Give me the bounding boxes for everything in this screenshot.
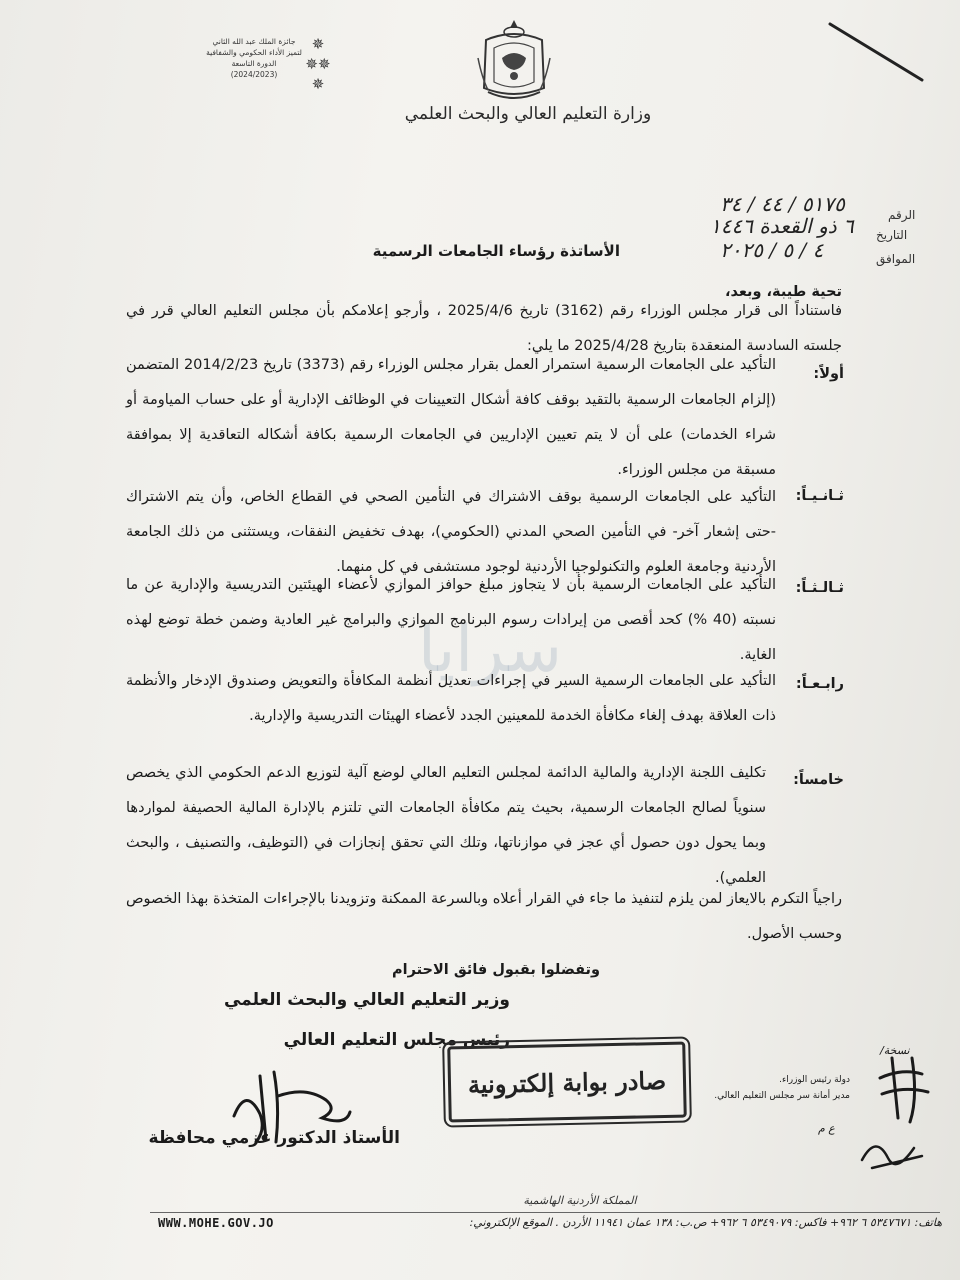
award-badge [208, 30, 334, 100]
request-paragraph: راجياً التكرم بالايعاز لمن يلزم لتنفيذ ما جاء في القرار أعلاه وبالسرعة الممكنة وتزويدنا بالإجراءات المتخذة بهذا الخصوص وحسب الأصول. [126, 891, 842, 942]
item-text-1: التأكيد على الجامعات الرسمية استمرار العمل بقرار مجلس الوزراء رقم (3373) تاريخ 2014/2/23 المتضمن (إلزام الجامعات الرسمية بالتقيد بوقف كافة أشكال التعيينات في الوظائف الإدارية أو على حساب المياومة أو شراء الخدمات) على أن لا يتم تعيين الإداريين في الجامعات الرسمية بكافة أشكاله التعاقدية إلا بموافقة مسبقة من مجلس الوزراء. [126, 357, 776, 478]
hijri-date-value: ٦ ذو القعدة ١٤٤٦ [710, 214, 854, 238]
intro-paragraph: فاستناداً الى قرار مجلس الوزراء رقم (3162) تاريخ 2025/4/6 ، وأرجو إعلامكم بأن مجلس التعليم العالي قرر في جلسته السادسة المنعقدة بتاريخ 2025/4/28 ما يلي: [126, 303, 842, 354]
item-label-4: رابـعـاً: [795, 676, 844, 692]
award-line-3: الدورة التاسعة [231, 59, 277, 68]
signatory-title-2: رئيس مجلس التعليم العالي [283, 1030, 510, 1050]
cc-code: ع م [818, 1122, 835, 1135]
cc-header: نسخة/ [880, 1044, 910, 1057]
item-label-3: ثـالـثـاً: [795, 580, 844, 596]
award-line-4: (2024/2023) [230, 70, 278, 79]
signatory-title-1: وزير التعليم العالي والبحث العلمي [223, 990, 510, 1010]
footer-contact: هاتف: ٥٣٤٧٦٧١ ٦ ٩٦٢+ فاكس: ٥٣٤٩٠٧٩ ٦ ٩٦٢+ ص.ب: ١٣٨ عمان ١١٩٤١ الأردن . الموقع الإلكتروني: [469, 1216, 942, 1229]
reference-number-value: ٥١٧٥ / ٤٤ / ٣٤ [720, 192, 845, 216]
watermark: سرايا [417, 613, 563, 687]
handwritten-initials [852, 1038, 942, 1178]
footer-website: WWW.MOHE.GOV.JO [158, 1216, 274, 1230]
gregorian-date-label: الموافق [876, 252, 916, 266]
award-line-2: لتميز الأداء الحكومي والشفافية [206, 48, 302, 57]
award-text [204, 36, 304, 80]
jordan-coat-of-arms-icon [474, 18, 554, 104]
reference-number-label: الرقم [888, 208, 916, 222]
item-label-1: أولاً: [813, 366, 844, 382]
item-label-5: خامساً: [793, 772, 844, 788]
item-label-2: ثـانـيـاً: [795, 488, 844, 504]
footer-divider [150, 1212, 940, 1213]
addressee: الأساتذة رؤساء الجامعات الرسمية [372, 242, 620, 260]
ministry-name: وزارة التعليم العالي والبحث العلمي [404, 104, 652, 124]
cc-line-2: مدير أمانة سر مجلس التعليم العالي. [714, 1091, 850, 1101]
award-line-1: جائزة الملك عبد الله الثاني [212, 37, 296, 46]
electronic-portal-stamp [447, 1042, 687, 1123]
footer-kingdom: المملكة الأردنية الهاشمية [523, 1194, 637, 1207]
hijri-date-label: التاريخ [876, 228, 908, 242]
gregorian-date-value: ٤ / ٥ / ٢٠٢٥ [720, 238, 824, 262]
item-text-4: التأكيد على الجامعات الرسمية السير في إجراءات تعديل أنظمة المكافأة والتعويض وصندوق الإدخار والأنظمة ذات العلاقة بهدف إلغاء مكافأة الخدمة للمعينين الجدد لأعضاء الهيئات التدريسية والإدارية. [126, 673, 776, 724]
closing-phrase: وتفضلوا بقبول فائق الاحترام [392, 962, 600, 978]
item-text-3: التأكيد على الجامعات الرسمية بأن لا يتجاوز مبلغ حوافز الموازي لأعضاء الهيئتين التدريسية والإدارية عن ما نسبته (40 %) كحد أقصى من إيرادات رسوم البرنامج الموازي والبرامج غير العادية وضمن خطة توضع لهذه الغاية. [126, 577, 777, 663]
item-text-5: تكليف اللجنة الإدارية والمالية الدائمة لمجلس التعليم العالي لوضع آلية لتوزيع الدعم الحكومي الذي يخصص سنوياً لصالح الجامعات الرسمية، بحيث يتم مكافأة الجامعات التي تلتزم بالإدارة المالية الحصيفة لمواردها وبما يحول دون حصول أي عجز في موازناتها، وتلك التي تحقق إنجازات في (التوظيف، والتصنيف ، والبحث العلمي). [126, 765, 766, 886]
greeting: تحية طيبة، وبعد، [724, 284, 842, 300]
cc-block [700, 1072, 850, 1104]
cc-line-1: دولة رئيس الوزراء. [779, 1075, 850, 1085]
stamp-text: صادر بوابة إلكترونية [467, 1065, 667, 1099]
award-stars-icon: ✵ ✵✵ ✵ [305, 35, 331, 93]
item-text-2: التأكيد على الجامعات الرسمية بوقف الاشتراك في التأمين الصحي في القطاع الخاص، وأن يتم الاشتراك -حتى إشعار آخر- في التأمين الصحي المدني (الحكومي)، بهدف تخفيض النفقات، ويستثنى من ذلك الجامعة الأردنية وجامعة العلوم والتكنولوجيا الأردنية لوجود مستشفى في كل منهما. [126, 489, 776, 575]
signatory-name: الأستاذ الدكتور عزمي محافظة [148, 1128, 400, 1148]
pen-stroke-mark [822, 18, 932, 88]
